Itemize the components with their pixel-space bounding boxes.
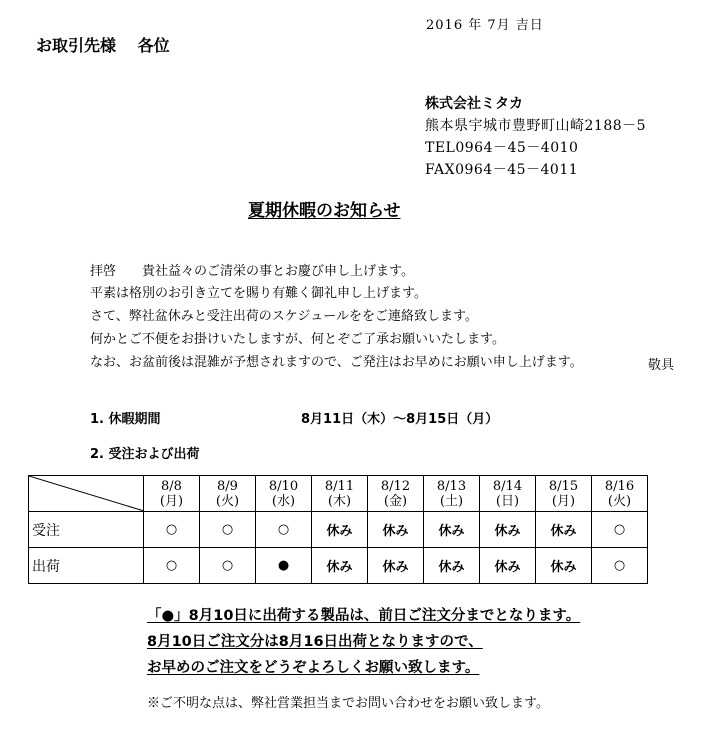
company-address: 熊本県宇城市豊野町山崎2188－5 <box>425 118 647 134</box>
order-status-cell: ○ <box>144 512 200 548</box>
weekday-label: (土) <box>439 493 464 509</box>
warning-line: お早めのご注文をどうぞよろしくお願い致します。 <box>147 660 480 676</box>
footnote: ※ご不明な点は、弊社営業担当までお問い合わせをお願い致します。 <box>147 696 549 711</box>
shipping-row-label: 出荷 <box>29 548 144 584</box>
company-name: 株式会社ミタカ <box>425 96 523 112</box>
date-label: 8/12 <box>380 478 411 494</box>
section-schedule-label: 2. 受注および出荷 <box>90 447 200 462</box>
order-row <box>29 512 648 548</box>
closing-keigu: 敬具 <box>648 358 675 373</box>
company-fax: FAX0964－45－4011 <box>425 162 579 178</box>
date-label: 8/14 <box>492 478 523 494</box>
body-request-line: なお、お盆前後は混雑が予想されますので、ご発注はお早めにお願い申し上げます。 <box>90 355 583 370</box>
body-announcement-line: さて、弊社盆休みと受注出荷のスケジュールををご連絡致します。 <box>90 309 478 324</box>
shipping-status-cell: ○ <box>200 548 256 584</box>
date-label: 8/9 <box>217 478 238 494</box>
weekday-label: (木) <box>327 493 352 509</box>
date-header-cell <box>424 476 480 512</box>
order-status-cell: ○ <box>592 512 648 548</box>
date-header-cell <box>200 476 256 512</box>
shipping-status-cell: ○ <box>144 548 200 584</box>
warning-line: 8月10日ご注文分は8月16日出荷となりますので、 <box>147 634 483 650</box>
weekday-label: (火) <box>215 493 240 509</box>
order-status-cell: ○ <box>200 512 256 548</box>
weekday-label: (水) <box>271 493 296 509</box>
date-label: 8/16 <box>604 478 635 494</box>
date-label: 8/13 <box>436 478 467 494</box>
order-status-cell: 休み <box>480 512 536 548</box>
warning-line: 「●」8月10日に出荷する製品は、前日ご注文分までとなります。 <box>147 608 581 624</box>
weekday-label: (月) <box>159 493 184 509</box>
shipping-status-cell: ● <box>256 548 312 584</box>
document-date: 2016 年 7月 吉日 <box>426 18 544 33</box>
shipping-status-cell: 休み <box>536 548 592 584</box>
shipping-status-cell: 休み <box>424 548 480 584</box>
order-status-cell: 休み <box>312 512 368 548</box>
shipping-status-cell: 休み <box>368 548 424 584</box>
diagonal-line <box>29 476 144 511</box>
section-vacation-period-value: 8月11日（木）～8月15日（月） <box>301 412 499 427</box>
weekday-label: (金) <box>383 493 408 509</box>
schedule-header-row <box>29 476 648 512</box>
date-header-cell <box>312 476 368 512</box>
date-header-cell <box>592 476 648 512</box>
section-vacation-period-label: 1. 休暇期間 <box>90 412 161 427</box>
order-status-cell: 休み <box>536 512 592 548</box>
order-status-cell: 休み <box>424 512 480 548</box>
notice-title: 夏期休暇のお知らせ <box>248 201 401 221</box>
date-label: 8/10 <box>268 478 299 494</box>
weekday-label: (火) <box>607 493 632 509</box>
shipping-status-cell: ○ <box>592 548 648 584</box>
date-label: 8/15 <box>548 478 579 494</box>
date-header-cell <box>368 476 424 512</box>
company-tel: TEL0964－45－4010 <box>425 140 579 156</box>
date-label: 8/11 <box>324 478 355 494</box>
shipping-status-cell: 休み <box>312 548 368 584</box>
body-greeting-line: 拝啓 貴社益々のご清栄の事とお慶び申し上げます。 <box>90 264 414 279</box>
date-label: 8/8 <box>161 478 182 494</box>
shipping-row <box>29 548 648 584</box>
shipping-status-cell: 休み <box>480 548 536 584</box>
date-header-cell <box>536 476 592 512</box>
date-header-cell <box>480 476 536 512</box>
weekday-label: (月) <box>551 493 576 509</box>
order-status-cell: 休み <box>368 512 424 548</box>
order-status-cell: ○ <box>256 512 312 548</box>
body-thanks-line: 平素は格別のお引き立てを賜り有難く御礼申し上げます。 <box>90 286 427 301</box>
date-header-cell <box>256 476 312 512</box>
date-header-cell <box>144 476 200 512</box>
schedule-table <box>28 475 648 584</box>
weekday-label: (日) <box>495 493 520 509</box>
order-row-label: 受注 <box>29 512 144 548</box>
body-apology-line: 何かとご不便をお掛けいたしますが、何とぞご了承お願いいたします。 <box>90 332 505 347</box>
table-corner-cell <box>29 476 144 512</box>
recipient-line: お取引先様 各位 <box>36 36 170 55</box>
